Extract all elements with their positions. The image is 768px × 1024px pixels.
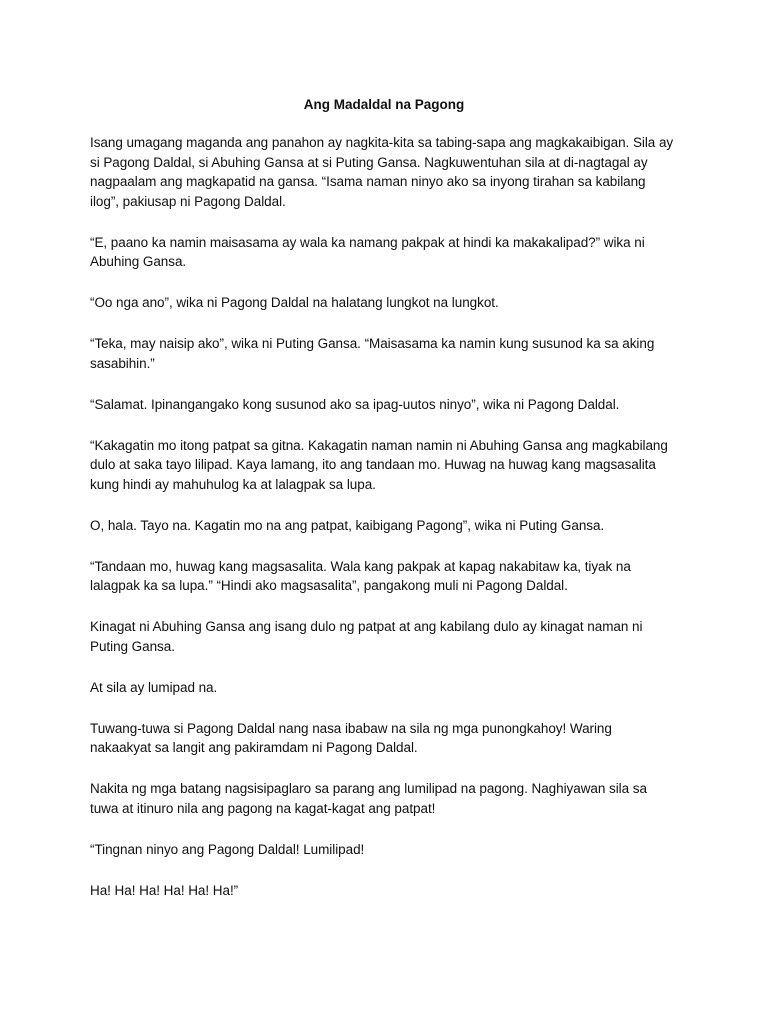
paragraph: “Tingnan ninyo ang Pagong Daldal! Lumilipad! xyxy=(90,841,365,857)
paragraph: Tuwang-tuwa si Pagong Daldal nang nasa ibabaw na sila ng mga punongkahoy! Waring nakaakyat sa langit ang pakiramdam ni Pagong Daldal. xyxy=(90,720,612,755)
paragraph: “Oo nga ano”, wika ni Pagong Daldal na halatang lungkot na lungkot. xyxy=(90,295,499,310)
paragraph: “E, paano ka namin maisasama ay wala ka namang pakpak at hindi ka makakalipad?” wika ni Abuhing Gansa. xyxy=(90,234,645,269)
document-body xyxy=(90,133,676,922)
paragraph: Ha! Ha! Ha! Ha! Ha! Ha!” xyxy=(90,882,239,898)
paragraph: At sila ay lumipad na. xyxy=(90,679,218,695)
paragraph: “Kakagatin mo itong patpat sa gitna. Kakagatin naman namin ni Abuhing Gansa ang magkabilang dulo at saka tayo lilipad. Kaya lamang, ito ang tandaan mo. Huwag na huwag kang magsasalita kung hindi ay mahuhulog ka at lalagpak sa lupa. xyxy=(90,437,668,492)
paragraph: Nakita ng mga batang nagsisipaglaro sa parang ang lumilipad na pagong. Naghiyawan sila sa tuwa at itinuro nila ang pagong na kagat-kagat ang patpat! xyxy=(90,781,647,816)
paragraph: “Tandaan mo, huwag kang magsasalita. Wala kang pakpak at kapag nakabitaw ka, tiyak na lalagpak ka sa lupa.” “Hindi ako magsasalita”, pangakong muli ni Pagong Daldal. xyxy=(90,558,631,593)
paragraph: Isang umagang maganda ang panahon ay nagkita-kita sa tabing-sapa ang magkakaibigan. Sila ay si Pagong Daldal, si Abuhing Gansa at si Puting Gansa. Nagkuwentuhan sila at di-nagtagal ay nagpaalam ang magkapatid na gansa. “Isama naman ninyo ako sa inyong tirahan sa kabilang ilog”, pakiusap ni Pagong Daldal. xyxy=(90,135,674,209)
paragraph: O, hala. Tayo na. Kagatin mo na ang patpat, kaibigang Pagong”, wika ni Puting Gansa. xyxy=(90,517,605,533)
document-title: Ang Madaldal na Pagong xyxy=(303,97,465,112)
paragraph: “Teka, may naisip ako”, wika ni Puting Gansa. “Maisasama ka namin kung susunod ka sa aking sasabihin.” xyxy=(90,336,655,371)
paragraph: “Salamat. Ipinangangako kong susunod ako sa ipag-uutos ninyo”, wika ni Pagong Daldal. xyxy=(90,396,620,412)
paragraph: Kinagat ni Abuhing Gansa ang isang dulo ng patpat at ang kabilang dulo ay kinagat naman ni Puting Gansa. xyxy=(90,619,643,654)
